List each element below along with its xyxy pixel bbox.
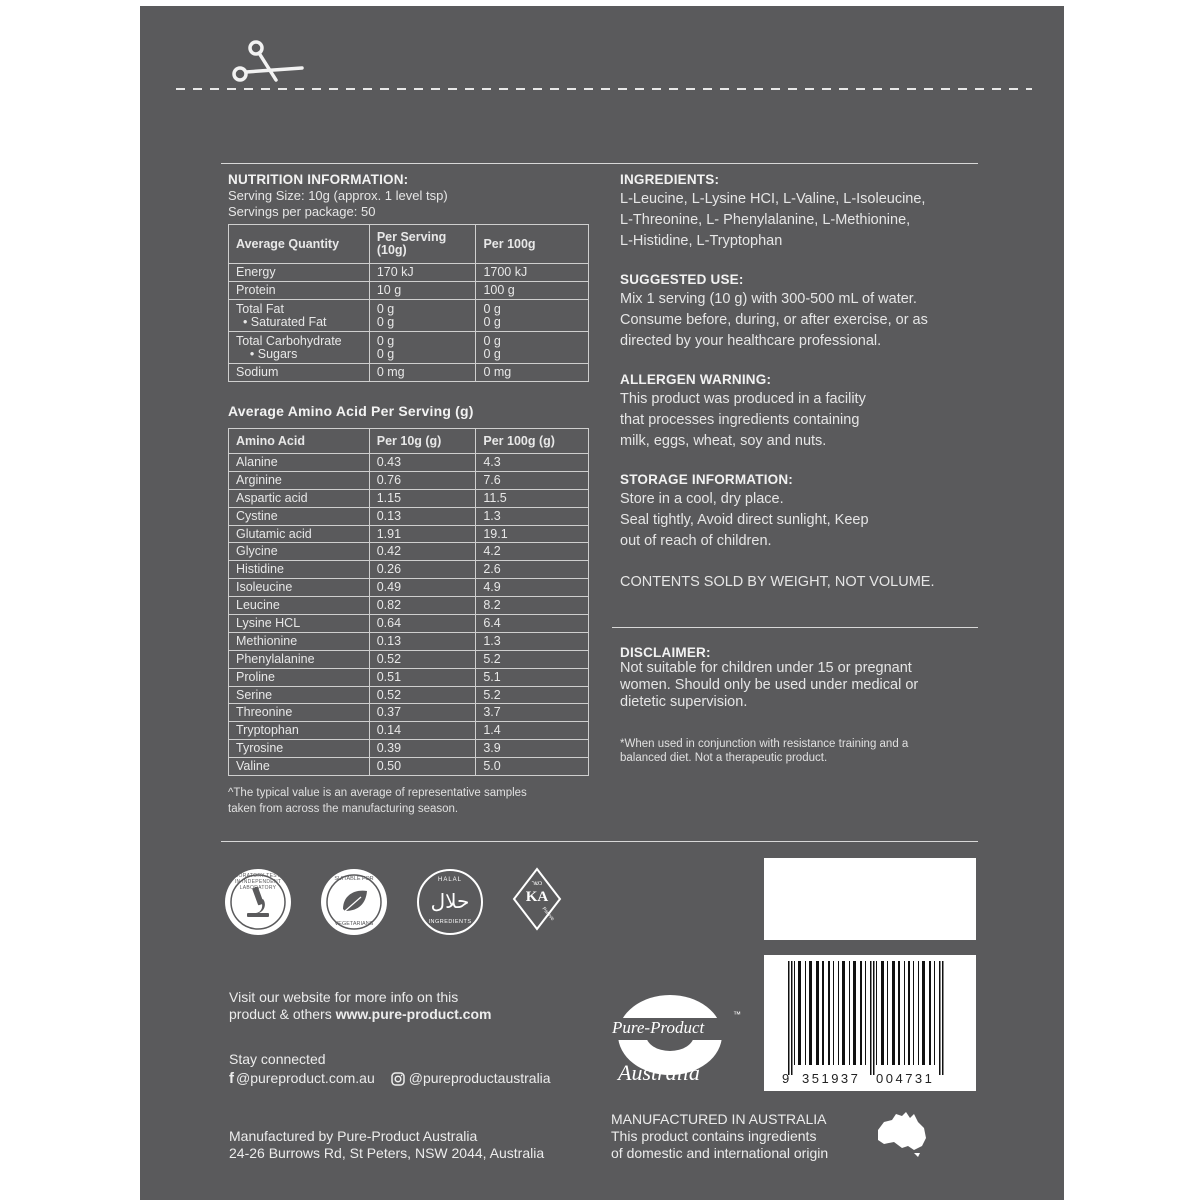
nutrition-table [228,224,589,382]
storage-line-3: out of reach of children. [620,533,772,549]
nutrition-cell-line: 170 kJ [376,265,414,279]
amino-name-cell: Isoleucine [229,579,370,597]
barcode-bar [822,961,824,1065]
amino-name-cell: Aspartic acid [229,489,370,507]
disclaimer-divider [612,627,978,628]
nutrition-cell-per100 [476,332,589,364]
amino-header-name: Amino Acid [229,429,370,454]
nutrition-row [229,282,589,300]
nutrition-row [229,300,589,332]
vegetarian-badge [321,869,387,935]
disclaimer-line-2: women. Should only be used under medical or [620,677,919,693]
barcode-bar [918,961,919,1065]
amino-100g-cell: 1.3 [476,507,589,525]
nutrition-row [229,264,589,282]
brand-country: Australia [618,1060,700,1085]
amino-row [229,722,589,740]
barcode-bar [881,961,884,1065]
servings-per-package: Servings per package: 50 [228,204,376,219]
amino-10g-cell: 0.50 [369,758,476,776]
amino-row [229,650,589,668]
nutrition-header-serving: Per Serving (10g) [369,225,476,264]
facebook-icon: f [229,1070,234,1087]
barcode-bar [794,961,795,1065]
barcode-bar [942,961,944,1075]
amino-row [229,471,589,489]
nutrition-cell-label [229,282,370,300]
barcode-bar [908,961,910,1065]
lab-tested-badge [225,869,291,935]
amino-10g-cell: 0.52 [369,650,476,668]
instagram-handle[interactable]: @pureproductaustralia [408,1070,551,1086]
barcode-bar [913,961,914,1065]
barcode [764,955,976,1091]
storage-line-1: Store in a cool, dry place. [620,491,784,507]
barcode-bar [898,961,900,1065]
nutrition-cell-line: Protein [236,283,276,297]
barcode-box [764,955,976,1091]
allergen-line-2: that processes ingredients containing [620,412,860,428]
amino-row [229,489,589,507]
amino-row [229,525,589,543]
amino-100g-cell: 5.1 [476,668,589,686]
nutrition-cell-line: Total Fat [236,301,284,316]
manufacturer-line-2: 24-26 Burrows Rd, St Peters, NSW 2044, Australia [229,1145,545,1161]
amino-10g-cell: 0.51 [369,668,476,686]
website-line-2: product & others [229,1006,332,1022]
kosher-badge [512,867,562,931]
resistance-note-line-2: balanced diet. Not a therapeutic product. [620,752,828,764]
barcode-bar [860,961,862,1065]
instagram-icon [391,1072,405,1086]
amino-name-cell: Histidine [229,561,370,579]
nutrition-cell-line: • Sugars [236,346,298,361]
amino-10g-cell: 0.42 [369,543,476,561]
contents-note: CONTENTS SOLD BY WEIGHT, NOT VOLUME. [620,574,935,590]
allergen-line-1: This product was produced in a facility [620,391,866,407]
amino-name-cell: Proline [229,668,370,686]
amino-row [229,561,589,579]
barcode-bar [892,961,895,1065]
amino-name-cell: Alanine [229,454,370,472]
amino-row [229,507,589,525]
amino-row [229,704,589,722]
amino-row [229,758,589,776]
amino-header-100g: Per 100g (g) [476,429,589,454]
allergen-title: ALLERGEN WARNING: [620,372,772,387]
disclaimer-line-3: dietetic supervision. [620,694,748,710]
barcode-bar [791,961,793,1075]
amino-10g-cell: 0.52 [369,686,476,704]
amino-title: Average Amino Acid Per Serving (g) [228,403,474,419]
barcode-bar [929,961,931,1065]
nutrition-cell-per100 [476,300,589,332]
nutrition-cell-line: 0 g [483,346,501,361]
nutrition-cell-line: 0 g [483,333,501,348]
amino-10g-cell: 0.37 [369,704,476,722]
amino-header-10g: Per 10g (g) [369,429,476,454]
amino-row [229,454,589,472]
website-line-1: Visit our website for more info on this [229,989,459,1005]
resistance-note-line-1: *When used in conjunction with resistance training and a [620,738,909,750]
kosher-side-text: Pareve [540,906,556,922]
nutrition-header-100g: Per 100g [476,225,589,264]
brand-name: Pure-Product [612,1018,705,1037]
amino-100g-cell: 5.2 [476,686,589,704]
vegetarian-top-text: SUITABLE FOR [334,876,374,882]
disclaimer-title: DISCLAIMER: [620,645,711,660]
brand-tm: ™ [733,1010,741,1019]
nutrition-cell-label [229,332,370,364]
amino-name-cell: Leucine [229,597,370,615]
barcode-bar [876,961,877,1065]
amino-10g-cell: 0.82 [369,597,476,615]
top-divider [221,163,978,164]
halal-badge [417,869,483,935]
halal-arabic-text: حلال [430,891,470,913]
nutrition-cell-line: 0 mg [376,365,405,379]
storage-title: STORAGE INFORMATION: [620,472,793,487]
nutrition-cell-line: 0 g [376,314,395,329]
amino-name-cell: Tyrosine [229,740,370,758]
nutrition-cell-line: 0 g [376,333,395,348]
amino-100g-cell: 3.9 [476,740,589,758]
nutrition-title: NUTRITION INFORMATION: [228,172,409,187]
amino-100g-cell: 6.4 [476,615,589,633]
nutrition-row [229,332,589,364]
nutrition-cell-line: 100 g [483,283,515,297]
amino-100g-cell: 3.7 [476,704,589,722]
barcode-bar [853,961,856,1065]
barcode-bar [939,961,941,1075]
amino-10g-cell: 0.64 [369,615,476,633]
nutrition-cell-line: 0 mg [483,365,512,379]
facebook-handle[interactable]: @pureproduct.com.au [236,1070,375,1086]
social-title: Stay connected [229,1051,326,1067]
origin-line-1: MANUFACTURED IN AUSTRALIA [611,1111,827,1127]
barcode-bar [922,961,925,1065]
amino-name-cell: Cystine [229,507,370,525]
amino-row [229,686,589,704]
website-link[interactable]: www.pure-product.com [335,1006,492,1022]
barcode-bar [805,961,806,1065]
nutrition-cell-line: 0 g [376,346,395,361]
bottom-divider [221,841,978,842]
nutrition-cell-line: Sodium [236,365,279,379]
amino-10g-cell: 0.43 [369,454,476,472]
nutrition-cell-serving [369,300,476,332]
suggested-use-line-2: Consume before, during, or after exercise, or as [620,312,928,328]
nutrition-cell-serving [369,364,476,382]
amino-name-cell: Serine [229,686,370,704]
storage-line-2: Seal tightly, Avoid direct sunlight, Keep [620,512,869,528]
amino-row [229,579,589,597]
origin-line-3: of domestic and international origin [611,1145,829,1161]
kosher-top-text: כשר [531,881,543,887]
amino-10g-cell: 0.76 [369,471,476,489]
amino-10g-cell: 1.15 [369,489,476,507]
amino-name-cell: Tryptophan [229,722,370,740]
vegetarian-bottom-text: VEGETARIANS [334,921,374,927]
nutrition-cell-label [229,264,370,282]
nutrition-cell-per100 [476,264,589,282]
cut-line [176,88,1032,90]
barcode-bar [788,961,790,1075]
nutrition-cell-label [229,300,370,332]
amino-10g-cell: 0.14 [369,722,476,740]
amino-footnote-line2: taken from across the manufacturing season. [228,803,459,815]
nutrition-cell-line: Total Carbohydrate [236,333,342,348]
barcode-bar [842,961,845,1065]
suggested-use-title: SUGGESTED USE: [620,272,744,287]
amino-row [229,632,589,650]
amino-footnote-line1: ^The typical value is an average of representative samples [228,787,527,799]
amino-name-cell: Arginine [229,471,370,489]
barcode-bar [873,961,875,1075]
amino-100g-cell: 1.3 [476,632,589,650]
serving-size: Serving Size: 10g (approx. 1 level tsp) [228,188,448,203]
amino-row [229,597,589,615]
barcode-bar [809,961,812,1065]
nutrition-cell-line: 0 g [376,301,395,316]
barcode-bar [828,961,830,1065]
amino-100g-cell: 7.6 [476,471,589,489]
amino-acid-table [228,428,589,776]
nutrition-cell-serving [369,332,476,364]
amino-name-cell: Glutamic acid [229,525,370,543]
amino-100g-cell: 5.0 [476,758,589,776]
nutrition-cell-serving [369,264,476,282]
barcode-bar [870,961,872,1075]
nutrition-cell-label [229,364,370,382]
barcode-bar [798,961,801,1065]
nutrition-cell-line: Energy [236,265,276,279]
ingredients-line-3: L-Histidine, L-Tryptophan [620,233,783,249]
amino-100g-cell: 4.9 [476,579,589,597]
amino-100g-cell: 8.2 [476,597,589,615]
barcode-bar [865,961,866,1065]
amino-100g-cell: 19.1 [476,525,589,543]
barcode-bar [934,961,935,1065]
barcode-bar [838,961,839,1065]
amino-name-cell: Lysine HCL [229,615,370,633]
amino-100g-cell: 4.2 [476,543,589,561]
barcode-group-1: 351937 [802,1071,861,1086]
nutrition-cell-per100 [476,282,589,300]
barcode-group-2: 004731 [876,1071,935,1086]
amino-10g-cell: 0.49 [369,579,476,597]
amino-row [229,615,589,633]
barcode-bar [849,961,850,1065]
batch-label-box [764,858,976,940]
amino-10g-cell: 0.13 [369,507,476,525]
disclaimer-line-1: Not suitable for children under 15 or pregnant [620,660,912,676]
nutrition-cell-line: • Saturated Fat [236,314,327,329]
nutrition-cell-per100 [476,364,589,382]
barcode-bar [887,961,888,1065]
barcode-bar [904,961,905,1065]
origin-line-2: This product contains ingredients [611,1128,817,1144]
nutrition-cell-line: 10 g [376,283,402,297]
amino-row [229,543,589,561]
nutrition-cell-serving [369,282,476,300]
amino-100g-cell: 2.6 [476,561,589,579]
halal-top-text: HALAL [437,877,462,883]
nutrition-cell-line: 1700 kJ [483,265,528,279]
nutrition-cell-line: 0 g [483,314,501,329]
amino-name-cell: Valine [229,758,370,776]
amino-100g-cell: 1.4 [476,722,589,740]
nutrition-header-quantity: Average Quantity [229,225,370,264]
halal-bottom-text: INGREDIENTS [428,919,472,925]
amino-100g-cell: 5.2 [476,650,589,668]
nutrition-cell-line: 0 g [483,301,501,316]
amino-row [229,668,589,686]
kosher-ka-text: KA [525,889,549,905]
suggested-use-line-3: directed by your healthcare professional. [620,333,882,349]
amino-row [229,740,589,758]
barcode-bar [816,961,819,1065]
scissors-icon [232,38,308,90]
amino-100g-cell: 4.3 [476,454,589,472]
manufacturer-line-1: Manufactured by Pure-Product Australia [229,1128,478,1144]
amino-10g-cell: 1.91 [369,525,476,543]
amino-10g-cell: 0.13 [369,632,476,650]
allergen-line-3: milk, eggs, wheat, soy and nuts. [620,433,827,449]
suggested-use-line-1: Mix 1 serving (10 g) with 300-500 mL of water. [620,291,917,307]
ingredients-line-2: L-Threonine, L- Phenylalanine, L-Methionine, [620,212,911,228]
ingredients-title: INGREDIENTS: [620,172,720,187]
amino-name-cell: Phenylalanine [229,650,370,668]
lab-badge-text: LABORATORY TESTED IN INDEPENDENT LABORATORY [228,873,288,891]
ingredients-line-1: L-Leucine, L-Lysine HCI, L-Valine, L-Isoleucine, [620,191,926,207]
amino-10g-cell: 0.26 [369,561,476,579]
barcode-bar [833,961,834,1065]
barcode-lead-digit: 9 [782,1071,791,1086]
nutrition-row [229,364,589,382]
amino-100g-cell: 11.5 [476,489,589,507]
australia-map-icon [874,1108,930,1158]
brand-logo [612,990,752,1090]
amino-name-cell: Glycine [229,543,370,561]
amino-10g-cell: 0.39 [369,740,476,758]
amino-name-cell: Methionine [229,632,370,650]
amino-name-cell: Threonine [229,704,370,722]
